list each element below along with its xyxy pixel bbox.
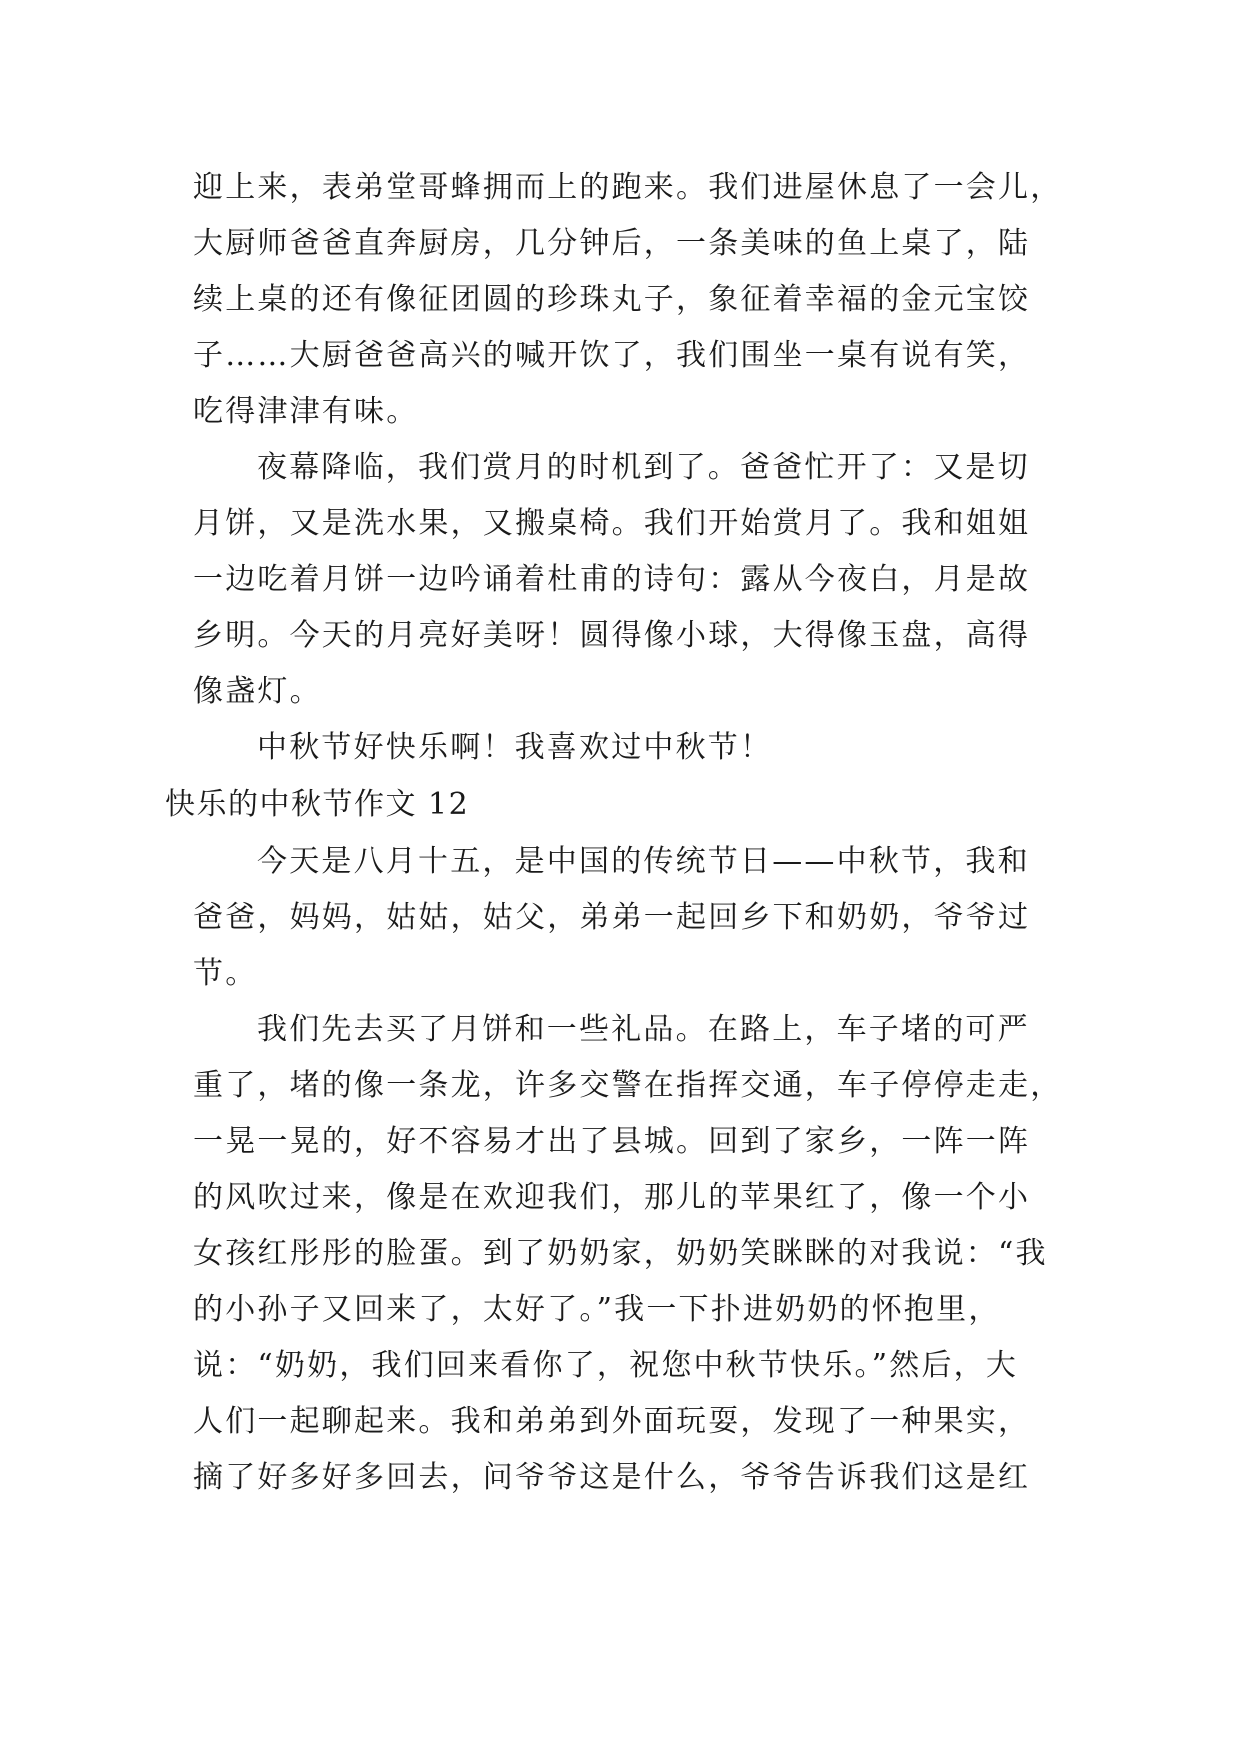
text-line: 的风吹过来，像是在欢迎我们，那儿的苹果红了，像一个小 [193,1180,1031,1215]
text-line: 迎上来，表弟堂哥蜂拥而上的跑来。我们进屋休息了一会儿， [193,170,1063,205]
paragraph-start-line: 夜幕降临，我们赏月的时机到了。爸爸忙开了：又是切 [257,450,1030,485]
text-line: 月饼，又是洗水果，又搬桌椅。我们开始赏月了。我和姐姐 [193,506,1031,541]
text-line: 的小孙子又回来了，太好了。”我一下扑进奶奶的怀抱里， [193,1292,1001,1327]
text-line: 续上桌的还有像征团圆的珍珠丸子，象征着幸福的金元宝饺 [193,282,1031,317]
text-line: 子……大厨爸爸高兴的喊开饮了，我们围坐一桌有说有笑， [193,338,1031,373]
text-line: 大厨师爸爸直奔厨房，几分钟后，一条美味的鱼上桌了，陆 [193,226,1031,261]
essay-text [165,160,1063,1506]
text-line: 吃得津津有味。 [193,394,419,429]
paragraph-start-line: 今天是八月十五，是中国的传统节日——中秋节，我和 [257,844,1030,879]
text-line: 女孩红彤彤的脸蛋。到了奶奶家，奶奶笑眯眯的对我说：“我 [193,1236,1048,1271]
text-line: 摘了好多好多回去，问爷爷这是什么，爷爷告诉我们这是红 [193,1460,1031,1495]
paragraph-start-line: 中秋节好快乐啊！我喜欢过中秋节！ [257,730,773,765]
text-line: 爸爸，妈妈，姑姑，姑父，弟弟一起回乡下和奶奶，爷爷过 [193,900,1031,935]
text-line: 一边吃着月饼一边吟诵着杜甫的诗句：露从今夜白，月是故 [193,562,1031,597]
text-line: 说：“奶奶，我们回来看你了，祝您中秋节快乐。”然后，大 [193,1348,1019,1383]
text-line: 重了，堵的像一条龙，许多交警在指挥交通，车子停停走走， [193,1068,1063,1103]
text-line: 人们一起聊起来。我和弟弟到外面玩耍，发现了一种果实， [193,1404,1031,1439]
essay-heading: 快乐的中秋节作文 12 [165,787,470,822]
text-line: 乡明。今天的月亮好美呀！圆得像小球，大得像玉盘，高得 [193,618,1031,653]
paragraph-start-line: 我们先去买了月饼和一些礼品。在路上，车子堵的可严 [257,1012,1030,1047]
text-line: 节。 [193,956,258,991]
text-line: 一晃一晃的，好不容易才出了县城。回到了家乡，一阵一阵 [193,1124,1031,1159]
text-line: 像盏灯。 [193,674,322,709]
